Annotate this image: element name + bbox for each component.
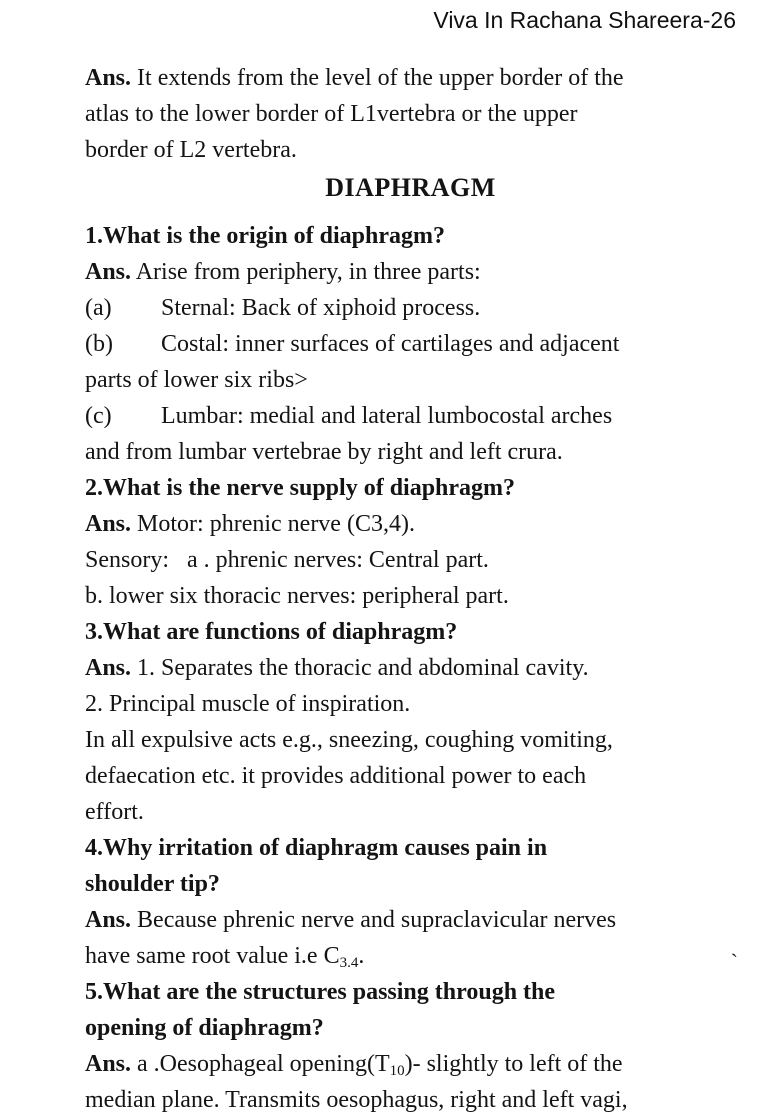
answer-line: 2. Principal muscle of inspiration.	[85, 691, 411, 717]
answer-text: .	[358, 943, 365, 969]
intro-answer-paragraph	[85, 60, 736, 168]
question-heading-continued: shoulder tip?	[85, 871, 220, 897]
answer-text: )- slightly to left of the	[404, 1051, 623, 1077]
ans-label: Ans.	[85, 1051, 132, 1077]
answer-line	[85, 60, 736, 96]
question-heading: 2.What is the nerve supply of diaphragm?	[85, 475, 516, 501]
subscript-text: 10	[389, 1063, 405, 1079]
answer-text: Arise from periphery, in three parts:	[131, 259, 481, 285]
question-heading: 4.Why irritation of diaphragm causes pain in	[85, 835, 548, 861]
answer-text: Because phrenic nerve and supraclavicular nerves	[131, 907, 617, 933]
list-item-b-continued: parts of lower six ribs>	[85, 367, 308, 393]
answer-text: have same root value i.e C	[85, 943, 340, 969]
question-2-block	[85, 470, 736, 614]
question-4-block	[85, 830, 736, 974]
answer-line: Sensory: a . phrenic nerves: Central part.	[85, 547, 489, 573]
answer-line	[85, 902, 736, 938]
scan-artifact: `	[730, 949, 738, 974]
question-heading-continued: opening of diaphragm?	[85, 1015, 324, 1041]
subscript-text: 3.4	[339, 955, 359, 971]
answer-line	[85, 506, 736, 542]
answer-line: defaecation etc. it provides additional power to each	[85, 763, 587, 789]
answer-line: effort.	[85, 799, 144, 825]
answer-line: atlas to the lower border of L1vertebra or the upper	[85, 101, 578, 127]
page-content	[85, 60, 736, 1118]
question-heading: 3.What are functions of diaphragm?	[85, 619, 458, 645]
answer-text: 1. Separates the thoracic and abdominal cavity.	[131, 655, 589, 681]
question-heading: 5.What are the structures passing through the	[85, 979, 556, 1005]
ans-label: Ans.	[85, 907, 132, 933]
list-text: Lumbar: medial and lateral lumbocostal arches	[161, 403, 613, 429]
question-1-block	[85, 218, 736, 470]
ans-label: Ans.	[85, 259, 132, 285]
ans-label: Ans.	[85, 511, 132, 537]
list-item-b	[85, 326, 736, 362]
answer-line: b. lower six thoracic nerves: peripheral part.	[85, 583, 509, 609]
answer-text: a .Oesophageal opening(T	[131, 1051, 390, 1077]
question-heading: 1.What is the origin of diaphragm?	[85, 223, 446, 249]
list-item-a	[85, 290, 736, 326]
answer-text: Motor: phrenic nerve (C3,4).	[131, 511, 415, 537]
list-item-c-continued: and from lumbar vertebrae by right and left crura.	[85, 439, 563, 465]
question-5-block	[85, 974, 736, 1118]
answer-line: In all expulsive acts e.g., sneezing, coughing vomiting,	[85, 727, 613, 753]
answer-text: It extends from the level of the upper border of the	[131, 65, 624, 91]
answer-line	[85, 938, 736, 974]
list-marker-a: (a)	[85, 295, 112, 321]
list-text: Costal: inner surfaces of cartilages and adjacent	[161, 331, 620, 357]
ans-label: Ans.	[85, 655, 132, 681]
ans-label: Ans.	[85, 65, 132, 91]
section-title: DIAPHRAGM	[325, 173, 496, 202]
answer-line	[85, 254, 736, 290]
list-marker-b: (b)	[85, 331, 113, 357]
list-text: Sternal: Back of xiphoid process.	[161, 295, 481, 321]
answer-line	[85, 650, 736, 686]
question-3-block	[85, 614, 736, 830]
answer-line	[85, 1046, 736, 1082]
answer-line: border of L2 vertebra.	[85, 137, 297, 163]
answer-line: median plane. Transmits oesophagus, right and left vagi,	[85, 1087, 628, 1113]
list-item-c	[85, 398, 736, 434]
list-marker-c: (c)	[85, 403, 112, 429]
running-header: Viva In Rachana Shareera-26	[433, 7, 736, 33]
